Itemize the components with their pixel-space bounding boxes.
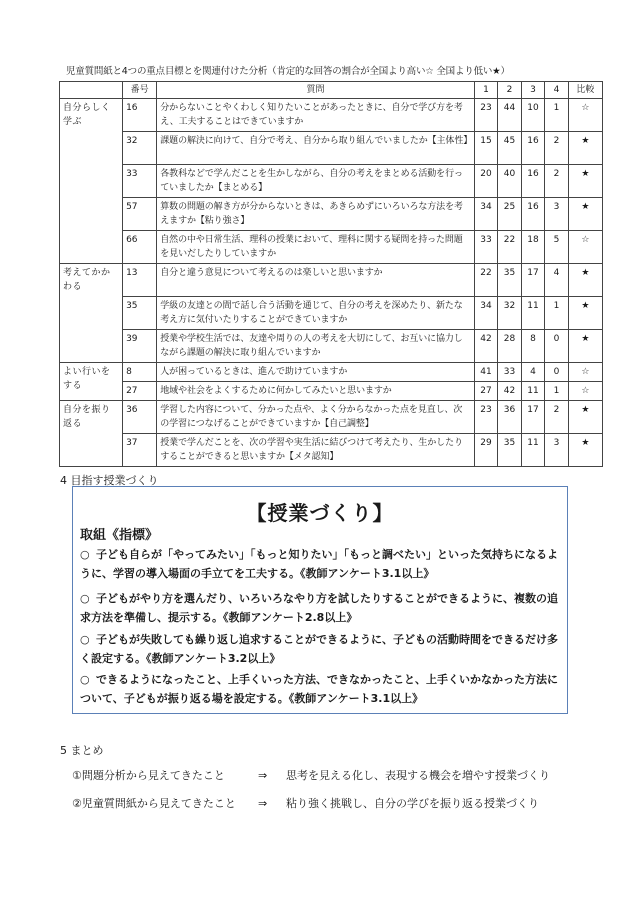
table-row bbox=[60, 99, 603, 132]
summary-conclusion: 思考を見える化し、表現する機会を増やす授業づくり bbox=[286, 769, 550, 782]
value-1: 29 bbox=[474, 434, 498, 467]
header-group bbox=[60, 82, 123, 99]
value-4: 1 bbox=[545, 99, 569, 132]
group-cell: 自分らしく学ぶ bbox=[60, 99, 123, 264]
question-text: 授業で学んだことを、次の学習や実生活に結びつけて考えたり、生かしたりすることができると思いますか【メタ認知】 bbox=[157, 434, 474, 467]
table-row bbox=[60, 330, 603, 363]
value-3: 11 bbox=[521, 382, 545, 401]
compare-mark: ★ bbox=[568, 434, 602, 467]
question-text: 学習した内容について、分かった点や、よく分からなかった点を見直し、次の学習につなげることができていますか【自己調整】 bbox=[157, 401, 474, 434]
question-text: 各教科などで学んだことを生かしながら、自分の考えをまとめる活動を行っていましたか【まとめる】 bbox=[157, 165, 474, 198]
value-2: 25 bbox=[498, 198, 522, 231]
question-number: 66 bbox=[123, 231, 157, 264]
value-1: 42 bbox=[474, 330, 498, 363]
compare-mark: ★ bbox=[568, 264, 602, 297]
question-text: 学級の友達との間で話し合う活動を通じて、自分の考えを深めたり、新たな考え方に気付いたりすることができていますか bbox=[157, 297, 474, 330]
question-text: 課題の解決に向けて、自分で考え、自分から取り組んでいましたか【主体性】 bbox=[157, 132, 474, 165]
value-1: 34 bbox=[474, 297, 498, 330]
right-arrow-icon: ⇒ bbox=[258, 769, 268, 782]
value-1: 27 bbox=[474, 382, 498, 401]
table-row bbox=[60, 231, 603, 264]
circle-bullet-icon: ○ bbox=[80, 673, 90, 686]
compare-mark: ☆ bbox=[568, 363, 602, 382]
circle-bullet-icon: ○ bbox=[80, 592, 90, 605]
value-4: 3 bbox=[545, 198, 569, 231]
table-row bbox=[60, 434, 603, 467]
value-3: 18 bbox=[521, 231, 545, 264]
value-1: 22 bbox=[474, 264, 498, 297]
question-text: 自然の中や日常生活、理科の授業において、理科に関する疑問を持った問題を見いだしたりしていますか bbox=[157, 231, 474, 264]
compare-mark: ☆ bbox=[568, 382, 602, 401]
question-text: 人が困っているときは、進んで助けていますか bbox=[157, 363, 474, 382]
value-4: 5 bbox=[545, 231, 569, 264]
value-1: 41 bbox=[474, 363, 498, 382]
section4-title: 4 目指す授業づくり bbox=[60, 474, 159, 487]
list-item bbox=[80, 670, 564, 708]
header-question: 質問 bbox=[157, 82, 474, 99]
question-number: 13 bbox=[123, 264, 157, 297]
lesson-design-box bbox=[72, 486, 568, 714]
table-header-row bbox=[60, 82, 603, 99]
list-item bbox=[80, 545, 564, 583]
table-row bbox=[60, 165, 603, 198]
value-4: 2 bbox=[545, 401, 569, 434]
compare-mark: ★ bbox=[568, 198, 602, 231]
value-2: 36 bbox=[498, 401, 522, 434]
value-4: 0 bbox=[545, 363, 569, 382]
value-4: 0 bbox=[545, 330, 569, 363]
table-row bbox=[60, 132, 603, 165]
compare-mark: ☆ bbox=[568, 99, 602, 132]
question-number: 39 bbox=[123, 330, 157, 363]
question-text: 授業や学校生活では、友達や周りの人の考えを大切にして、お互いに協力しながら課題の解決に取り組んでいますか bbox=[157, 330, 474, 363]
item-text: 子どもが失敗しても繰り返し追求することができるように、子どもの活動時間をできるだけ多く設定する。《教師アンケート3.2以上》 bbox=[80, 633, 558, 665]
value-1: 15 bbox=[474, 132, 498, 165]
value-3: 11 bbox=[521, 434, 545, 467]
question-number: 36 bbox=[123, 401, 157, 434]
summary-source: ②児童質問紙から見えてきたこと bbox=[72, 797, 236, 810]
list-item bbox=[80, 630, 564, 668]
value-4: 1 bbox=[545, 382, 569, 401]
value-2: 45 bbox=[498, 132, 522, 165]
box-title: 【授業づくり】 bbox=[246, 501, 394, 525]
group-cell: 考えてかかわる bbox=[60, 264, 123, 363]
question-number: 33 bbox=[123, 165, 157, 198]
header-2: 2 bbox=[498, 82, 522, 99]
compare-mark: ★ bbox=[568, 330, 602, 363]
section5-title: 5 まとめ bbox=[60, 744, 104, 757]
question-number: 8 bbox=[123, 363, 157, 382]
compare-mark: ★ bbox=[568, 401, 602, 434]
value-3: 8 bbox=[521, 330, 545, 363]
value-2: 28 bbox=[498, 330, 522, 363]
value-3: 16 bbox=[521, 198, 545, 231]
value-4: 2 bbox=[545, 132, 569, 165]
value-2: 35 bbox=[498, 264, 522, 297]
question-text: 分からないことやくわしく知りたいことがあったときに、自分で学び方を考え、工夫することはできていますか bbox=[157, 99, 474, 132]
header-1: 1 bbox=[474, 82, 498, 99]
value-4: 4 bbox=[545, 264, 569, 297]
value-2: 32 bbox=[498, 297, 522, 330]
item-text: できるようになったこと、上手くいった方法、できなかったこと、上手くいかなかった方法について、子どもが振り返る場を設定する。《教師アンケート3.1以上》 bbox=[80, 673, 558, 705]
table-row bbox=[60, 264, 603, 297]
question-number: 35 bbox=[123, 297, 157, 330]
value-4: 2 bbox=[545, 165, 569, 198]
question-number: 27 bbox=[123, 382, 157, 401]
header-3: 3 bbox=[521, 82, 545, 99]
group-cell: よい行いをする bbox=[60, 363, 123, 401]
summary-source: ①問題分析から見えてきたこと bbox=[72, 769, 225, 782]
summary-conclusion: 粘り強く挑戦し、自分の学びを振り返る授業づくり bbox=[286, 797, 539, 810]
value-3: 17 bbox=[521, 264, 545, 297]
value-1: 20 bbox=[474, 165, 498, 198]
circle-bullet-icon: ○ bbox=[80, 633, 90, 646]
question-text: 地域や社会をよくするために何かしてみたいと思いますか bbox=[157, 382, 474, 401]
question-text: 自分と違う意見について考えるのは楽しいと思いますか bbox=[157, 264, 474, 297]
value-2: 33 bbox=[498, 363, 522, 382]
value-1: 23 bbox=[474, 401, 498, 434]
summary-line bbox=[72, 767, 550, 783]
group-cell: 自分を振り返る bbox=[60, 401, 123, 467]
table-caption: 児童質問紙と4つの重点目標とを関連付けた分析（肯定的な回答の割合が全国より高い☆ 全国より低い★） bbox=[66, 66, 510, 77]
value-3: 17 bbox=[521, 401, 545, 434]
list-item bbox=[80, 589, 564, 627]
value-2: 35 bbox=[498, 434, 522, 467]
compare-mark: ★ bbox=[568, 165, 602, 198]
compare-mark: ☆ bbox=[568, 231, 602, 264]
header-compare: 比較 bbox=[568, 82, 602, 99]
question-number: 32 bbox=[123, 132, 157, 165]
value-3: 11 bbox=[521, 297, 545, 330]
value-3: 4 bbox=[521, 363, 545, 382]
table-row bbox=[60, 297, 603, 330]
table-row bbox=[60, 382, 603, 401]
value-1: 34 bbox=[474, 198, 498, 231]
table-row bbox=[60, 401, 603, 434]
value-2: 22 bbox=[498, 231, 522, 264]
compare-mark: ★ bbox=[568, 297, 602, 330]
header-number: 番号 bbox=[123, 82, 157, 99]
question-number: 57 bbox=[123, 198, 157, 231]
value-3: 16 bbox=[521, 165, 545, 198]
right-arrow-icon: ⇒ bbox=[258, 797, 268, 810]
value-3: 10 bbox=[521, 99, 545, 132]
box-subtitle: 取組《指標》 bbox=[80, 528, 159, 543]
header-4: 4 bbox=[545, 82, 569, 99]
value-1: 23 bbox=[474, 99, 498, 132]
summary-line bbox=[72, 795, 539, 811]
value-4: 3 bbox=[545, 434, 569, 467]
value-2: 40 bbox=[498, 165, 522, 198]
item-text: 子ども自らが「やってみたい」「もっと知りたい」「もっと調べたい」といった気持ちになるように、学習の導入場面の手立てを工夫する。《教師アンケート3.1以上》 bbox=[80, 548, 558, 580]
value-4: 1 bbox=[545, 297, 569, 330]
survey-table bbox=[59, 81, 603, 467]
question-number: 16 bbox=[123, 99, 157, 132]
table-row bbox=[60, 363, 603, 382]
table-row bbox=[60, 198, 603, 231]
item-text: 子どもがやり方を選んだり、いろいろなやり方を試したりすることができるように、複数の追求方法を準備し、提示する。《教師アンケート2.8以上》 bbox=[80, 592, 558, 624]
compare-mark: ★ bbox=[568, 132, 602, 165]
question-text: 算数の問題の解き方が分からないときは、あきらめずにいろいろな方法を考えますか【粘り強さ】 bbox=[157, 198, 474, 231]
value-2: 44 bbox=[498, 99, 522, 132]
value-1: 33 bbox=[474, 231, 498, 264]
circle-bullet-icon: ○ bbox=[80, 548, 90, 561]
value-3: 16 bbox=[521, 132, 545, 165]
value-2: 42 bbox=[498, 382, 522, 401]
question-number: 37 bbox=[123, 434, 157, 467]
